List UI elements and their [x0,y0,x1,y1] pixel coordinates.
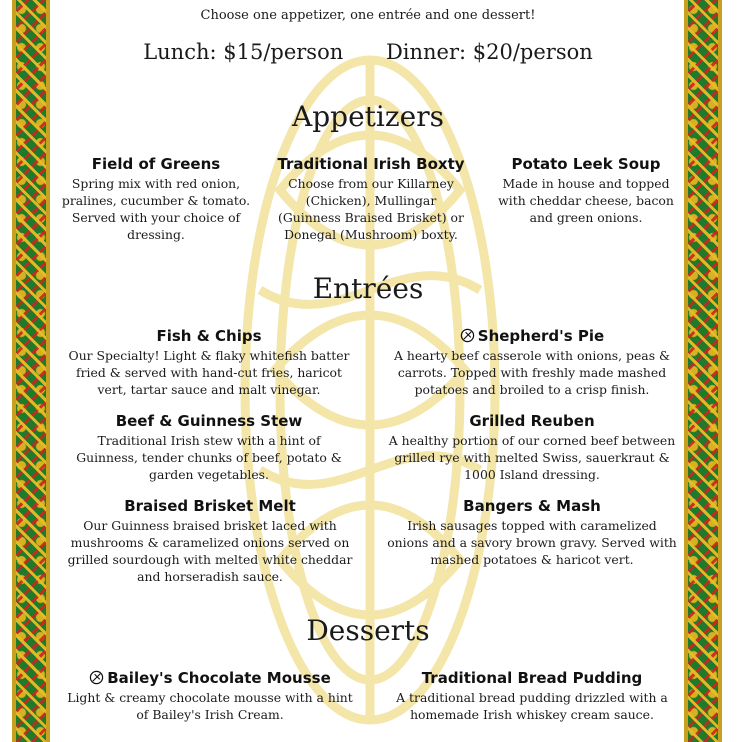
item-name: Traditional Irish Boxty [277,155,465,173]
item-description: A healthy portion of our corned beef between grilled rye with melted Swiss, sauerkraut & 1000 Island dressing. [388,433,676,482]
entree-item [386,326,678,398]
entrees-heading: Entrées [312,272,424,305]
item-description: Choose from our Killarney (Chicken), Mullingar (Guinness Braised Brisket) or Donegal (Mushroom) boxty. [278,176,464,242]
entree-item [386,411,678,483]
desserts-heading: Desserts [306,614,430,647]
appetizers-heading: Appetizers [292,100,444,133]
item-description: Our Specialty! Light & flaky whitefish batter fried & served with hand-cut fries, haricot vert, tartar sauce and malt vinegar. [68,348,350,397]
item-description: Spring mix with red onion, pralines, cucumber & tomato. Served with your choice of dressing. [61,176,251,242]
appetizer-item [496,154,676,226]
item-name: Potato Leek Soup [511,155,661,173]
item-name: Grilled Reuben [469,412,595,430]
item-name: Shepherd's Pie [477,327,605,345]
item-description: Made in house and topped with cheddar cheese, bacon and green onions. [498,176,674,225]
lunch-price: Lunch: $15/person [143,40,344,64]
menu-tagline: Choose one appetizer, one entrée and one dessert! [200,8,536,23]
entree-item [66,411,352,483]
item-description: Our Guinness braised brisket laced with mushrooms & caramelized onions served on grilled sourdough with melted white cheddar and horseradish sauce. [67,518,353,584]
entree-item [386,496,678,568]
item-name: Bailey's Chocolate Mousse [107,669,331,687]
celtic-knot-border-right [684,0,722,742]
appetizer-item [276,154,466,243]
gluten-free-icon [89,670,104,685]
item-name-row [386,326,678,346]
entree-item [62,496,358,585]
price-line [52,40,684,64]
entree-item [66,326,352,398]
menu-content [52,0,684,742]
dinner-price: Dinner: $20/person [385,40,593,64]
item-name-row [62,668,358,688]
gluten-free-icon [460,328,475,343]
dessert-item [62,668,358,723]
item-name: Braised Brisket Melt [124,497,296,515]
item-description: Light & creamy chocolate mousse with a hint of Bailey's Irish Cream. [67,690,353,722]
item-description: A traditional bread pudding drizzled with a homemade Irish whiskey cream sauce. [396,690,668,722]
item-description: Traditional Irish stew with a hint of Guinness, tender chunks of beef, potato & garden vegetables. [76,433,342,482]
celtic-knot-border-left [12,0,50,742]
item-name: Field of Greens [91,155,221,173]
item-name: Beef & Guinness Stew [115,412,303,430]
item-description: A hearty beef casserole with onions, peas & carrots. Topped with freshly made mashed potatoes and broiled to a crisp finish. [393,348,671,397]
item-name: Traditional Bread Pudding [421,669,643,687]
item-description: Irish sausages topped with caramelized onions and a savory brown gravy. Served with mashed potatoes & haricot vert. [387,518,677,567]
item-name: Fish & Chips [156,327,262,345]
item-name: Bangers & Mash [463,497,601,515]
dessert-item [396,668,668,723]
appetizer-item [56,154,256,243]
